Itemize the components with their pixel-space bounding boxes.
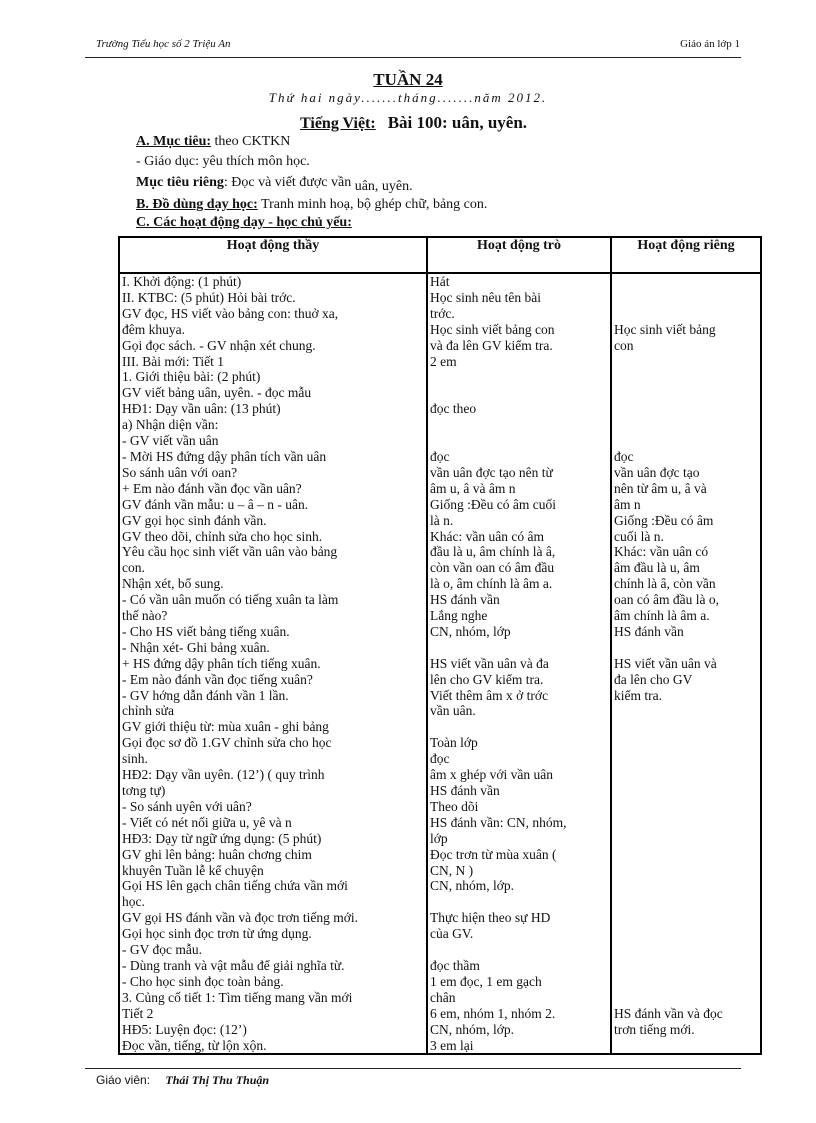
teacher-line: GV gọi HS đánh vần và đọc trơn tiếng mới. bbox=[122, 910, 358, 926]
private-line bbox=[614, 783, 758, 799]
goal-text: theo CKTKN bbox=[214, 134, 291, 149]
teacher-line: Yêu cầu học sinh viết vần uân vào bảng bbox=[122, 544, 338, 560]
student-line: trớc. bbox=[430, 305, 455, 321]
teacher-column bbox=[119, 273, 427, 1054]
student-line: đọc thầm bbox=[430, 957, 480, 973]
private-line: đọc bbox=[614, 448, 634, 464]
teacher-line: - Dùng tranh và vật mẫu để giải nghĩa từ. bbox=[122, 957, 345, 973]
student-line bbox=[430, 385, 608, 401]
student-line: Đọc trơn từ mùa xuân ( bbox=[430, 846, 557, 862]
student-line: Khác: vần uân có âm bbox=[430, 528, 544, 544]
student-line: là o, âm chính là âm a. bbox=[430, 576, 553, 592]
section-goal-private bbox=[136, 175, 413, 194]
private-line bbox=[614, 274, 758, 290]
footer-divider bbox=[85, 1068, 741, 1069]
private-line bbox=[614, 385, 758, 401]
student-line: đọc bbox=[430, 448, 450, 464]
student-line: CN, nhóm, lớp. bbox=[430, 1021, 515, 1037]
student-line: còn vần oan có âm đầu bbox=[430, 560, 555, 576]
private-column bbox=[611, 273, 761, 1054]
private-line bbox=[614, 417, 758, 433]
private-line: oan có âm đầu là o, bbox=[614, 592, 719, 608]
teacher-line: GV đánh vần mẫu: u – â – n - uân. bbox=[122, 496, 309, 512]
private-line: âm n bbox=[614, 496, 641, 512]
teacher-line: - GV hớng dẫn đánh vần 1 lần. bbox=[122, 687, 289, 703]
teacher-line: - Cho HS viết bảng tiếng xuân. bbox=[122, 623, 290, 639]
teacher-name: Thái Thị Thu Thuận bbox=[165, 1073, 270, 1087]
goal-heading: A. Mục tiêu: bbox=[136, 134, 212, 149]
teacher-line: GV theo dõi, chỉnh sửa cho học sinh. bbox=[122, 528, 323, 544]
teacher-line: Gọi đọc sách. - GV nhận xét chung. bbox=[122, 337, 316, 353]
teacher-line: học. bbox=[122, 894, 145, 910]
student-line: HS đánh vần: CN, nhóm, bbox=[430, 814, 567, 830]
teacher-line: HĐ1: Dạy vần uân: (13 phút) bbox=[122, 401, 281, 417]
teacher-line: tơng tự) bbox=[122, 783, 166, 798]
teacher-line: Nhận xét, bổ sung. bbox=[122, 576, 224, 592]
private-line: âm đầu là u, âm bbox=[614, 560, 700, 576]
table-header-row bbox=[119, 237, 761, 273]
teacher-line: thế nào? bbox=[122, 608, 168, 624]
teacher-line: - Viết có nét nối giữa u, yê và n bbox=[122, 814, 292, 830]
student-line: Giống :Đều có âm cuối bbox=[430, 496, 556, 512]
student-line bbox=[430, 417, 608, 433]
goal-private-text: : Đọc và viết được vần bbox=[223, 175, 352, 190]
materials-text: Tranh minh hoạ, bộ ghép chữ, bảng con. bbox=[261, 197, 488, 212]
document-type: Giáo án lớp 1 bbox=[680, 38, 740, 50]
private-line bbox=[614, 926, 758, 942]
teacher-line: - Em nào đánh vần đọc tiếng xuân? bbox=[122, 671, 313, 687]
teacher-line: Đọc vần, tiếng, từ lộn xộn. bbox=[122, 1037, 267, 1053]
private-line bbox=[614, 799, 758, 815]
student-line: âm x ghép với vần uân bbox=[430, 767, 553, 783]
teacher-line: đêm khuya. bbox=[122, 321, 185, 337]
page-footer bbox=[96, 1073, 269, 1088]
teacher-line: - So sánh uyên với uân? bbox=[122, 798, 252, 814]
student-line bbox=[430, 640, 608, 656]
student-line: lớp bbox=[430, 830, 448, 846]
teacher-line: Gọi học sinh đọc trơn từ ứng dụng. bbox=[122, 926, 312, 942]
private-line bbox=[614, 863, 758, 879]
student-line: chân bbox=[430, 989, 456, 1005]
student-line: là n. bbox=[430, 512, 454, 528]
private-line: vần uân đợc tạo bbox=[614, 464, 700, 480]
student-line: và đa lên GV kiểm tra. bbox=[430, 337, 553, 353]
teacher-line: sinh. bbox=[122, 751, 148, 767]
student-line: HS đánh vần bbox=[430, 783, 500, 798]
private-line: cuối là n. bbox=[614, 528, 664, 544]
lesson-title: Bài 100: uân, uyên. bbox=[387, 113, 528, 132]
teacher-line: GV gọi học sinh đánh vần. bbox=[122, 512, 267, 528]
teacher-line: Gọi HS lên gạch chân tiếng chứa vần mới bbox=[122, 878, 348, 894]
lesson-date: Thứ hai ngày.......tháng.......năm 2012. bbox=[268, 90, 548, 105]
student-line: đọc bbox=[430, 751, 450, 767]
student-line: 1 em đọc, 1 em gạch bbox=[430, 973, 542, 989]
school-name: Trường Tiểu học số 2 Triệu An bbox=[96, 38, 231, 50]
week-title: TUẦN 24 bbox=[373, 70, 443, 89]
teacher-line: - Cho học sinh đọc toàn bảng. bbox=[122, 973, 284, 989]
student-line: HS viết vần uân và đa bbox=[430, 655, 549, 671]
student-line: Học sinh nêu tên bài bbox=[430, 289, 541, 305]
private-line bbox=[614, 703, 758, 719]
private-line bbox=[614, 894, 758, 910]
private-line bbox=[614, 306, 758, 322]
student-line: Viết thêm âm x ở trớc bbox=[430, 687, 549, 703]
teacher-line: So sánh uân với oan? bbox=[122, 464, 238, 480]
teacher-line: HĐ2: Dạy vần uyên. (12’) ( quy trình bbox=[122, 767, 325, 783]
private-line: HS đánh vần và đọc bbox=[614, 1005, 723, 1021]
teacher-line: Tiết 2 bbox=[122, 1005, 154, 1021]
teacher-line: - Nhận xét- Ghi bảng xuân. bbox=[122, 639, 270, 655]
header-teacher: Hoạt động thầy bbox=[119, 237, 427, 273]
private-line bbox=[614, 815, 758, 831]
private-line bbox=[614, 719, 758, 735]
private-line bbox=[614, 640, 758, 656]
subject-label: Tiếng Việt: bbox=[300, 115, 376, 132]
student-line: CN, N ) bbox=[430, 862, 474, 878]
private-line bbox=[614, 990, 758, 1006]
student-line: Học sinh viết bảng con bbox=[430, 321, 555, 337]
student-line: của GV. bbox=[430, 926, 474, 942]
private-line: HS viết vần uân và bbox=[614, 655, 717, 671]
private-line: âm chính là âm a. bbox=[614, 608, 710, 624]
section-education: - Giáo dục: yêu thích môn học. bbox=[136, 154, 310, 169]
teacher-line: GV ghi lên bảng: huân chơng chim bbox=[122, 846, 312, 862]
page-header bbox=[96, 38, 740, 56]
section-materials bbox=[136, 197, 487, 213]
private-line: đa lên cho GV bbox=[614, 671, 693, 687]
private-line bbox=[614, 974, 758, 990]
teacher-line: 1. Giới thiệu bài: (2 phút) bbox=[122, 369, 261, 385]
private-line bbox=[614, 831, 758, 847]
student-line: lên cho GV kiểm tra. bbox=[430, 671, 544, 687]
student-line: 2 em bbox=[430, 353, 457, 369]
private-line bbox=[614, 354, 758, 370]
student-line bbox=[430, 894, 608, 910]
teacher-line: I. Khởi động: (1 phút) bbox=[122, 274, 242, 289]
teacher-line: GV giới thiệu từ: mùa xuân - ghi bảng bbox=[122, 719, 329, 735]
teacher-line: + HS đứng dậy phân tích tiếng xuân. bbox=[122, 655, 321, 671]
teacher-line: 3. Củng cố tiết 1: Tìm tiếng mang vần mới bbox=[122, 989, 353, 1005]
private-line bbox=[614, 910, 758, 926]
header-student: Hoạt động trò bbox=[427, 237, 611, 273]
private-line: Giống :Đều có âm bbox=[614, 512, 714, 528]
student-line: 6 em, nhóm 1, nhóm 2. bbox=[430, 1005, 556, 1021]
teacher-line: II. KTBC: (5 phút) Hỏi bài trớc. bbox=[122, 289, 296, 305]
student-line: Lắng nghe bbox=[430, 608, 488, 624]
activities-table bbox=[118, 236, 762, 1055]
private-line: kiểm tra. bbox=[614, 687, 662, 703]
private-line: HS đánh vần bbox=[614, 623, 684, 639]
student-line: CN, nhóm, lớp. bbox=[430, 878, 515, 894]
activities-heading: C. Các hoạt động dạy - học chủ yếu: bbox=[136, 215, 352, 230]
teacher-line: III. Bài mới: Tiết 1 bbox=[122, 353, 225, 369]
student-line: HS đánh vần bbox=[430, 592, 500, 608]
private-line bbox=[614, 735, 758, 751]
footer-label: Giáo viên: bbox=[96, 1073, 151, 1087]
teacher-line: GV đọc, HS viết vào bảng con: thuở xa, bbox=[122, 305, 339, 321]
student-line: CN, nhóm, lớp bbox=[430, 623, 511, 639]
private-line bbox=[614, 401, 758, 417]
materials-heading: B. Đồ dùng dạy học: bbox=[136, 197, 258, 212]
teacher-line: GV viết bảng uân, uyên. - đọc mẫu bbox=[122, 385, 312, 401]
teacher-line: + Em nào đánh vần đọc vần uân? bbox=[122, 480, 302, 496]
private-line bbox=[614, 369, 758, 385]
private-line: nên từ âm u, â và bbox=[614, 480, 707, 496]
teacher-line: - GV viết vần uân bbox=[122, 433, 219, 449]
private-line: Khác: vần uân có bbox=[614, 544, 709, 560]
table-body-row bbox=[119, 273, 761, 1054]
student-column bbox=[427, 273, 611, 1054]
private-line: chính là â, còn vần bbox=[614, 576, 716, 592]
private-line bbox=[614, 958, 758, 974]
student-line: Thực hiện theo sự HD bbox=[430, 910, 551, 926]
teacher-line: khuyên Tuần lễ kể chuyện bbox=[122, 862, 264, 878]
student-line bbox=[430, 433, 608, 449]
goal-private-sounds: uân, uyên. bbox=[354, 179, 413, 194]
student-line: âm u, â và âm n bbox=[430, 480, 516, 496]
teacher-line: - GV đọc mẫu. bbox=[122, 942, 202, 958]
teacher-line: a) Nhận diện vần: bbox=[122, 417, 219, 433]
header-private: Hoạt động riêng bbox=[611, 237, 761, 273]
teacher-line: HĐ5: Luyện đọc: (12’) bbox=[122, 1021, 247, 1037]
teacher-line: Gọi đọc sơ đồ 1.GV chỉnh sửa cho học bbox=[122, 735, 332, 751]
goal-private-heading: Mục tiêu riêng bbox=[136, 175, 224, 190]
teacher-line: - Có vần uân muốn có tiếng xuân ta làm bbox=[122, 592, 339, 608]
private-line bbox=[614, 847, 758, 863]
private-line bbox=[614, 290, 758, 306]
student-line bbox=[430, 719, 608, 735]
teacher-line: con. bbox=[122, 560, 145, 576]
student-line: Theo dõi bbox=[430, 798, 479, 814]
student-line: 3 em lại bbox=[430, 1037, 474, 1053]
private-line: trơn tiếng mới. bbox=[614, 1021, 695, 1037]
teacher-line: chỉnh sửa bbox=[122, 703, 174, 719]
lesson-subject bbox=[300, 113, 527, 133]
private-line: Học sinh viết bảng bbox=[614, 321, 716, 337]
section-activities bbox=[136, 215, 352, 231]
header-divider bbox=[85, 57, 741, 58]
student-line bbox=[430, 942, 608, 958]
private-line: con bbox=[614, 337, 634, 353]
student-line: Toàn lớp bbox=[430, 735, 478, 751]
private-line bbox=[614, 942, 758, 958]
student-line: Hát bbox=[430, 274, 450, 289]
section-goal bbox=[136, 134, 290, 150]
student-line: vần uân. bbox=[430, 703, 476, 719]
student-line: vần uân đợc tạo nên từ bbox=[430, 464, 553, 480]
private-line bbox=[614, 767, 758, 783]
student-line: đọc theo bbox=[430, 401, 477, 417]
teacher-line: - Mời HS đứng dậy phân tích vần uân bbox=[122, 448, 327, 464]
teacher-line: HĐ3: Dạy từ ngữ ứng dụng: (5 phút) bbox=[122, 830, 322, 846]
private-line bbox=[614, 433, 758, 449]
private-line bbox=[614, 878, 758, 894]
private-line bbox=[614, 751, 758, 767]
student-line bbox=[430, 369, 608, 385]
student-line: đầu là u, âm chính là â, bbox=[430, 544, 556, 560]
